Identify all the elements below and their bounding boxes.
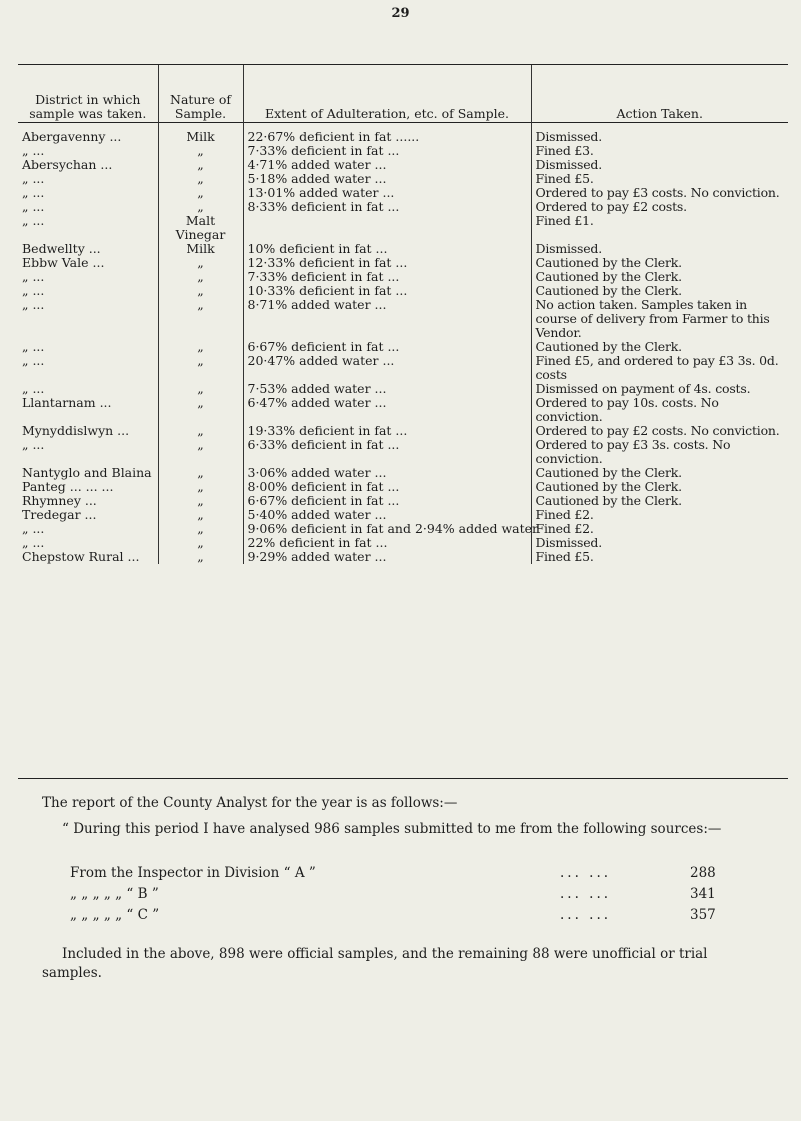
sample-cell: „ [158,382,243,396]
sample-cell: „ [158,158,243,172]
district-cell: Panteg ... ... ... [18,480,158,494]
table-row [18,298,788,340]
action-cell: No action taken. Samples taken in course of delivery from Farmer to this Vendor. [535,297,770,340]
district-cell: Chepstow Rural ... [18,550,158,564]
table-bottom-rule [18,778,788,779]
sample-cell: „ [158,354,243,382]
table-row [18,172,788,186]
action-cell: Cautioned by the Clerk. [535,283,682,298]
source-leader: ... ... [560,865,612,881]
sample-cell: „ [158,536,243,550]
sample-cell: „ [158,480,243,494]
district-cell: Mynyddislwyn ... [18,424,158,438]
source-row [70,907,760,928]
table-row [18,508,788,522]
extent-cell: 9·29% added water ... [243,550,531,564]
table-row [18,214,788,242]
action-cell: Dismissed. [535,157,602,172]
action-cell: Cautioned by the Clerk. [535,465,682,480]
table-row [18,144,788,158]
table-row [18,550,788,564]
sample-cell: Milk [158,242,243,256]
extent-cell: 8·00% deficient in fat ... [243,480,531,494]
extent-cell: 22·67% deficient in fat ...... [243,122,531,144]
action-cell: Ordered to pay £3 costs. No conviction. [535,185,780,200]
action-cell: Dismissed. [535,241,602,256]
extent-cell: 22% deficient in fat ... [243,536,531,550]
district-cell: „ ... [18,214,158,242]
action-cell: Ordered to pay 10s. costs. No conviction. [535,395,719,424]
action-cell: Ordered to pay £2 costs. No conviction. [535,423,780,438]
extent-cell: 5·18% added water ... [243,172,531,186]
action-cell: Fined £3. [535,143,594,158]
sample-cell: „ [158,494,243,508]
table-row [18,158,788,172]
extent-cell: 10% deficient in fat ... [243,242,531,256]
table-row [18,480,788,494]
table-row [18,284,788,298]
district-cell: Abergavenny ... [18,122,158,144]
table-header-row [18,65,788,122]
action-cell: Ordered to pay £3 3s. costs. No conviction. [535,437,731,466]
table-row [18,186,788,200]
sample-cell: „ [158,424,243,438]
sources-list [70,865,760,928]
extent-cell: 12·33% deficient in fat ... [243,256,531,270]
district-cell: „ ... [18,200,158,214]
adulteration-table [18,65,788,564]
table-row [18,494,788,508]
district-cell: Llantarnam ... [18,396,158,424]
sample-cell: „ [158,508,243,522]
district-cell: „ ... [18,144,158,158]
action-cell: Fined £5. [535,549,594,564]
district-cell: Abersychan ... [18,158,158,172]
source-label: „ „ „ „ „ “ C ” [70,907,160,923]
table-row [18,536,788,550]
district-cell: „ ... [18,284,158,298]
sample-cell: Milk [158,122,243,144]
sample-cell: „ [158,550,243,564]
header-district: District in which sample was taken. [18,65,158,122]
page-number: 29 [391,6,410,21]
table-row [18,256,788,270]
action-cell: Cautioned by the Clerk. [535,493,682,508]
source-label: „ „ „ „ „ “ B ” [70,886,159,902]
extent-cell: 4·71% added water ... [243,158,531,172]
district-cell: „ ... [18,536,158,550]
extent-cell: 19·33% deficient in fat ... [243,424,531,438]
extent-cell: 7·33% deficient in fat ... [243,270,531,284]
district-cell: „ ... [18,382,158,396]
action-cell: Fined £2. [535,507,594,522]
action-cell: Cautioned by the Clerk. [535,339,682,354]
district-cell: Bedwellty ... [18,242,158,256]
table-row [18,354,788,382]
action-cell: Fined £5, and ordered to pay £3 3s. 0d. costs [535,353,779,382]
extent-cell [243,214,531,242]
district-cell: „ ... [18,270,158,284]
extent-cell: 7·33% deficient in fat ... [243,144,531,158]
header-nature: Nature of Sample. [158,65,243,122]
table-body [18,122,788,564]
table-row [18,522,788,536]
table-row [18,200,788,214]
extent-cell: 6·47% added water ... [243,396,531,424]
action-cell: Cautioned by the Clerk. [535,255,682,270]
analyst-intro: The report of the County Analyst for the year is as follows:— [42,795,458,811]
source-count: 341 [690,886,716,902]
table-row [18,382,788,396]
district-cell: „ ... [18,172,158,186]
extent-cell: 6·67% deficient in fat ... [243,494,531,508]
district-cell: „ ... [18,354,158,382]
extent-cell: 8·33% deficient in fat ... [243,200,531,214]
district-cell: „ ... [18,186,158,200]
sample-cell: „ [158,270,243,284]
extent-cell: 20·47% added water ... [243,354,531,382]
table-row [18,122,788,144]
extent-cell: 5·40% added water ... [243,508,531,522]
extent-cell: 7·53% added water ... [243,382,531,396]
extent-cell: 9·06% deficient in fat and 2·94% added water [243,522,531,536]
district-cell: „ ... [18,340,158,354]
sample-cell: „ [158,340,243,354]
sample-cell: „ [158,522,243,536]
sample-cell: „ [158,438,243,466]
table-row [18,396,788,424]
source-row [70,886,760,907]
sample-cell: „ [158,298,243,340]
extent-cell: 3·06% added water ... [243,466,531,480]
action-cell: Dismissed. [535,535,602,550]
action-cell: Fined £2. [535,521,594,536]
extent-cell: 6·33% deficient in fat ... [243,438,531,466]
samples-note: Included in the above, 898 were official samples, and the remaining 88 were unofficial or trial samples. [42,946,708,981]
source-label: From the Inspector in Division “ A ” [70,865,316,881]
action-cell: Ordered to pay £2 costs. [535,199,687,214]
district-cell: Rhymney ... [18,494,158,508]
extent-cell: 13·01% added water ... [243,186,531,200]
sample-cell: „ [158,172,243,186]
table-row [18,466,788,480]
sample-cell: Malt Vinegar [158,214,243,242]
source-leader: ... ... [560,886,612,902]
source-leader: ... ... [560,907,612,923]
table-row [18,340,788,354]
source-row [70,865,760,886]
sample-cell: „ [158,186,243,200]
sample-cell: „ [158,144,243,158]
extent-cell: 8·71% added water ... [243,298,531,340]
action-cell: Fined £5. [535,171,594,186]
action-cell: Cautioned by the Clerk. [535,479,682,494]
source-count: 357 [690,907,716,923]
action-cell: Dismissed on payment of 4s. costs. [535,381,751,396]
district-cell: „ ... [18,522,158,536]
sample-cell: „ [158,466,243,480]
table-row [18,270,788,284]
sample-cell: „ [158,396,243,424]
header-extent: Extent of Adulteration, etc. of Sample. [243,65,531,122]
table-row [18,438,788,466]
table-row [18,424,788,438]
action-cell: Dismissed. [535,129,602,144]
extent-cell: 10·33% deficient in fat ... [243,284,531,298]
sample-cell: „ [158,200,243,214]
district-cell: Tredegar ... [18,508,158,522]
district-cell: „ ... [18,298,158,340]
analyst-quote: “ During this period I have analysed 986 samples submitted to me from the following sources:— [62,821,722,837]
sample-cell: „ [158,284,243,298]
action-cell: Fined £1. [535,213,594,228]
header-action: Action Taken. [616,106,703,121]
sample-cell: „ [158,256,243,270]
action-cell: Cautioned by the Clerk. [535,269,682,284]
table-row [18,242,788,256]
extent-cell: 6·67% deficient in fat ... [243,340,531,354]
district-cell: Nantyglo and Blaina [18,466,158,480]
district-cell: „ ... [18,438,158,466]
source-count: 288 [690,865,716,881]
district-cell: Ebbw Vale ... [18,256,158,270]
